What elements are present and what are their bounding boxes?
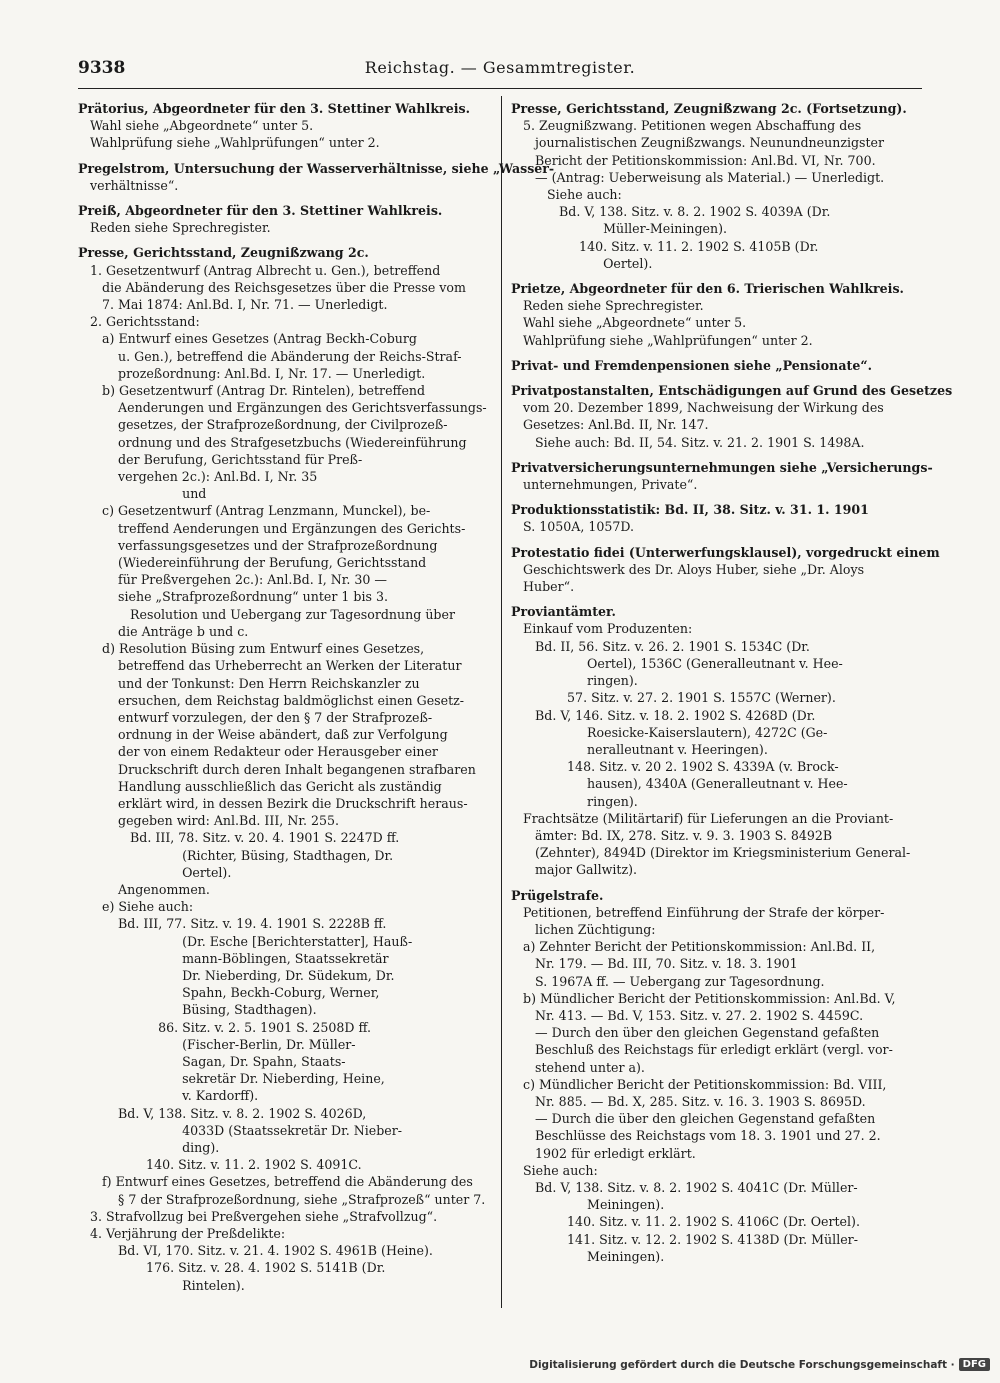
- column-divider: [501, 96, 502, 1308]
- index-entry: [511, 100, 922, 272]
- index-entry: [78, 160, 555, 194]
- entry-line: 4033D (Staatssekretär Dr. Nieber-: [78, 1122, 403, 1138]
- entry-line: 1902 für erledigt erklärt.: [511, 1145, 696, 1161]
- index-entry: [511, 887, 922, 1265]
- entry-line: Bd. V, 138. Sitz. v. 8. 2. 1902 S. 4026D,: [78, 1105, 367, 1121]
- entry-line: Aenderungen und Ergänzungen des Gerichtsverfassungs-: [78, 400, 487, 416]
- entry-line: ringen).: [511, 673, 638, 689]
- entry-line: major Gallwitz).: [511, 862, 638, 878]
- entry-line: Meiningen).: [511, 1197, 665, 1213]
- dfg-logo: DFG: [959, 1358, 990, 1371]
- entry-line: S. 1967A ff. — Uebergang zur Tagesordnung.: [511, 973, 825, 989]
- footer: [529, 1358, 990, 1371]
- entry-line: Büsing, Stadthagen).: [78, 1002, 317, 1018]
- entry-line: Bd. V, 138. Sitz. v. 8. 2. 1902 S. 4039A (Dr.: [511, 204, 831, 220]
- entry-line: Geschichtswerk des Dr. Aloys Huber, siehe „Dr. Aloys: [511, 561, 865, 577]
- entry-line: f) Entwurf eines Gesetzes, betreffend die Abänderung des: [78, 1174, 473, 1190]
- entry-line: Meiningen).: [511, 1248, 665, 1264]
- entry-line: gesetzes, der Strafprozeßordnung, der Civilprozeß-: [78, 417, 448, 433]
- entry-line: 140. Sitz. v. 11. 2. 1902 S. 4106C (Dr. Oertel).: [511, 1214, 860, 1230]
- entry-line: 2. Gerichtsstand:: [78, 314, 200, 330]
- entry-line: 176. Sitz. v. 28. 4. 1902 S. 5141B (Dr.: [78, 1260, 386, 1276]
- entry-line: Beschlüsse des Reichstags vom 18. 3. 1901 und 27. 2.: [511, 1128, 881, 1144]
- entry-line: Wahl siehe „Abgeordnete“ unter 5.: [511, 315, 747, 331]
- entry-heading: Prietze, Abgeordneter für den 6. Trierischen Wahlkreis.: [511, 281, 904, 297]
- index-entry: [511, 382, 953, 451]
- entry-line: 57. Sitz. v. 27. 2. 1901 S. 1557C (Werner).: [511, 690, 836, 706]
- entry-line: Gesetzes: Anl.Bd. II, Nr. 147.: [511, 417, 709, 433]
- entry-line: erklärt wird, in dessen Bezirk die Druckschrift heraus-: [78, 795, 468, 811]
- entry-line: betreffend das Urheberrecht an Werken der Literatur: [78, 658, 462, 674]
- entry-line: und: [78, 486, 207, 502]
- entry-line: vergehen 2c.): Anl.Bd. I, Nr. 35: [78, 469, 318, 485]
- entry-line: e) Siehe auch:: [78, 899, 194, 915]
- entry-line: Siehe auch: Bd. II, 54. Sitz. v. 21. 2. 1901 S. 1498A.: [511, 434, 865, 450]
- entry-line: Handlung ausschließlich das Gericht als zuständig: [78, 778, 442, 794]
- entry-line: Bd. III, 78. Sitz. v. 20. 4. 1901 S. 2247D ff.: [78, 830, 400, 846]
- entry-line: hausen), 4340A (Generalleutnant v. Hee-: [511, 776, 848, 792]
- entry-line: entwurf vorzulegen, der den § 7 der Strafprozeß-: [78, 709, 433, 725]
- entry-line: Wahl siehe „Abgeordnete“ unter 5.: [78, 118, 314, 134]
- entry-line: 3. Strafvollzug bei Preßvergehen siehe „Strafvollzug“.: [78, 1208, 438, 1224]
- footer-text: Digitalisierung gefördert durch die Deutsche Forschungsgemeinschaft ·: [529, 1358, 955, 1371]
- entry-line: ersuchen, dem Reichstag baldmöglichst einen Gesetz-: [78, 692, 465, 708]
- entry-line: c) Gesetzentwurf (Antrag Lenzmann, Munckel), be-: [78, 503, 431, 519]
- index-entry: [78, 244, 490, 1293]
- entry-line: Einkauf vom Produzenten:: [511, 621, 693, 637]
- entry-line: Oertel).: [78, 864, 232, 880]
- entry-line: der Berufung, Gerichtsstand für Preß-: [78, 451, 363, 467]
- entry-heading: Presse, Gerichtsstand, Zeugnißzwang 2c. (Fortsetzung).: [511, 101, 907, 116]
- entry-line: Nr. 413. — Bd. V, 153. Sitz. v. 27. 2. 1902 S. 4459C.: [511, 1007, 864, 1023]
- entry-line: unternehmungen, Private“.: [511, 477, 698, 493]
- entry-line: ordnung und des Strafgesetzbuchs (Wiedereinführung: [78, 434, 467, 450]
- entry-line: die Anträge b und c.: [78, 623, 249, 639]
- index-entry: [511, 280, 922, 349]
- entry-line: stehend unter a).: [511, 1059, 645, 1075]
- entry-heading: Proviantämter.: [511, 604, 616, 620]
- entry-line: (Zehnter), 8494D (Direktor im Kriegsministerium General-: [511, 845, 911, 861]
- right-column: [511, 100, 953, 1273]
- page-number: 9338: [78, 58, 126, 78]
- entry-line: 5. Zeugnißzwang. Petitionen wegen Abschaffung des: [511, 118, 862, 134]
- entry-line: sekretär Dr. Nieberding, Heine,: [78, 1071, 385, 1087]
- entry-line: Resolution und Uebergang zur Tagesordnung über: [78, 606, 455, 622]
- entry-line: — Durch die über den gleichen Gegenstand gefaßten: [511, 1111, 876, 1127]
- entry-line: 140. Sitz. v. 11. 2. 1902 S. 4105B (Dr.: [511, 238, 819, 254]
- entry-line: S. 1050A, 1057D.: [511, 519, 635, 535]
- entry-line: u. Gen.), betreffend die Abänderung der Reichs-Straf-: [78, 348, 462, 364]
- page-header: [78, 58, 922, 86]
- entry-line: Frachtsätze (Militärtarif) für Lieferungen an die Proviant-: [511, 810, 894, 826]
- entry-line: Bd. V, 146. Sitz. v. 18. 2. 1902 S. 4268D (Dr.: [511, 707, 816, 723]
- entry-line: 148. Sitz. v. 20 2. 1902 S. 4339A (v. Brock-: [511, 759, 839, 775]
- entry-line: Angenommen.: [78, 881, 210, 897]
- entry-line: Huber“.: [511, 579, 575, 595]
- entry-line: b) Mündlicher Bericht der Petitionskommission: Anl.Bd. V,: [511, 990, 896, 1006]
- index-entry: [511, 501, 922, 535]
- entry-line: neralleutnant v. Heeringen).: [511, 741, 768, 757]
- entry-line: a) Entwurf eines Gesetzes (Antrag Beckh-Coburg: [78, 331, 417, 347]
- entry-line: Sagan, Dr. Spahn, Staats-: [78, 1053, 346, 1069]
- entry-line: Druckschrift durch deren Inhalt begangenen strafbaren: [78, 761, 476, 777]
- entry-line: Siehe auch:: [511, 1162, 598, 1178]
- entry-line: lichen Züchtigung:: [511, 921, 656, 937]
- entry-line: Oertel), 1536C (Generalleutnant v. Hee-: [511, 655, 843, 671]
- entry-heading: Privat- und Fremdenpensionen siehe „Pensionate“.: [511, 357, 872, 373]
- index-entry: [78, 202, 490, 236]
- entry-line: Roesicke-Kaiserslautern), 4272C (Ge-: [511, 724, 828, 740]
- entry-line: Bd. III, 77. Sitz. v. 19. 4. 1901 S. 2228B ff.: [78, 916, 387, 932]
- entry-line: ringen).: [511, 793, 638, 809]
- entry-line: für Preßvergehen 2c.): Anl.Bd. I, Nr. 30 —: [78, 572, 388, 588]
- entry-line: prozeßordnung: Anl.Bd. I, Nr. 17. — Unerledigt.: [78, 365, 426, 381]
- entry-line: 86. Sitz. v. 2. 5. 1901 S. 2508D ff.: [78, 1019, 372, 1035]
- entry-line: § 7 der Strafprozeßordnung, siehe „Strafprozeß“ unter 7.: [78, 1191, 486, 1207]
- entry-line: Petitionen, betreffend Einführung der Strafe der körper-: [511, 904, 885, 920]
- entry-line: b) Gesetzentwurf (Antrag Dr. Rintelen), betreffend: [78, 383, 426, 399]
- entry-line: 1. Gesetzentwurf (Antrag Albrecht u. Gen.), betreffend: [78, 262, 441, 278]
- entry-line: Bd. II, 56. Sitz. v. 26. 2. 1901 S. 1534C (Dr.: [511, 638, 810, 654]
- entry-line: ordnung in der Weise abändert, daß zur Verfolgung: [78, 727, 448, 743]
- entry-line: verfassungsgesetzes und der Strafprozeßordnung: [78, 537, 438, 553]
- entry-line: (Wiedereinführung der Berufung, Gerichtsstand: [78, 555, 427, 571]
- running-title: Reichstag. — Gesammtregister.: [364, 58, 636, 77]
- entry-line: treffend Aenderungen und Ergänzungen des Gerichts-: [78, 520, 466, 536]
- index-entry: [78, 100, 490, 152]
- entry-line: 7. Mai 1874: Anl.Bd. I, Nr. 71. — Unerledigt.: [78, 297, 388, 313]
- entry-line: Bd. V, 138. Sitz. v. 8. 2. 1902 S. 4041C (Dr. Müller-: [511, 1179, 858, 1195]
- entry-heading: Produktionsstatistik: Bd. II, 38. Sitz. v. 31. 1. 1901: [511, 502, 869, 518]
- entry-heading: Privatpostanstalten, Entschädigungen auf Grund des Gesetzes: [511, 383, 953, 399]
- entry-heading: Privatversicherungsunternehmungen siehe „Versicherungs-: [511, 459, 933, 475]
- entry-line: Bericht der Petitionskommission: Anl.Bd. VI, Nr. 700.: [511, 152, 876, 168]
- entry-line: Reden siehe Sprechregister.: [511, 298, 704, 314]
- entry-line: Rintelen).: [78, 1277, 245, 1293]
- entry-line: Oertel).: [511, 255, 653, 271]
- entry-line: v. Kardorff).: [78, 1088, 259, 1104]
- entry-line: 4. Verjährung der Preßdelikte:: [78, 1226, 286, 1241]
- entry-line: journalistischen Zeugnißzwangs. Neunundneunzigster: [511, 135, 885, 151]
- entry-line: (Richter, Büsing, Stadthagen, Dr.: [78, 847, 394, 863]
- entry-line: und der Tonkunst: Den Herrn Reichskanzler zu: [78, 675, 420, 691]
- entry-line: die Abänderung des Reichsgesetzes über die Presse vom: [78, 279, 466, 295]
- entry-heading: Prätorius, Abgeordneter für den 3. Stettiner Wahlkreis.: [78, 101, 470, 116]
- header-rule: [78, 88, 922, 89]
- entry-line: 141. Sitz. v. 12. 2. 1902 S. 4138D (Dr. Müller-: [511, 1231, 858, 1247]
- entry-line: Wahlprüfung siehe „Wahlprüfungen“ unter 2.: [78, 135, 380, 151]
- entry-line: (Fischer-Berlin, Dr. Müller-: [78, 1036, 356, 1052]
- entry-line: Spahn, Beckh-Coburg, Werner,: [78, 985, 380, 1001]
- entry-line: vom 20. Dezember 1899, Nachweisung der Wirkung des: [511, 400, 884, 416]
- entry-line: — (Antrag: Ueberweisung als Material.) — Unerledigt.: [511, 169, 885, 185]
- entry-line: Beschluß des Reichstags für erledigt erklärt (vergl. vor-: [511, 1042, 893, 1058]
- entry-heading: Presse, Gerichtsstand, Zeugnißzwang 2c.: [78, 245, 369, 261]
- index-entry: [511, 603, 922, 878]
- entry-line: Siehe auch:: [511, 187, 622, 203]
- index-entry: [511, 544, 940, 596]
- entry-line: siehe „Strafprozeßordnung“ unter 1 bis 3.: [78, 589, 388, 605]
- entry-line: Wahlprüfung siehe „Wahlprüfungen“ unter 2.: [511, 332, 813, 348]
- entry-line: c) Mündlicher Bericht der Petitionskommission: Bd. VIII,: [511, 1076, 887, 1092]
- entry-line: ämter: Bd. IX, 278. Sitz. v. 9. 3. 1903 S. 8492B: [511, 827, 833, 843]
- entry-line: d) Resolution Büsing zum Entwurf eines Gesetzes,: [78, 641, 425, 657]
- entry-line: gegeben wird: Anl.Bd. III, Nr. 255.: [78, 813, 340, 829]
- entry-heading: Prügelstrafe.: [511, 887, 604, 903]
- entry-line: ding).: [78, 1139, 220, 1155]
- index-entry: [511, 357, 922, 374]
- entry-line: der von einem Redakteur oder Herausgeber einer: [78, 744, 438, 760]
- entry-line: a) Zehnter Bericht der Petitionskommission: Anl.Bd. II,: [511, 939, 876, 955]
- entry-line: verhältnisse“.: [78, 177, 179, 193]
- entry-line: Nr. 179. — Bd. III, 70. Sitz. v. 18. 3. 1901: [511, 956, 798, 972]
- entry-line: Müller-Meiningen).: [511, 221, 728, 237]
- entry-heading: Preiß, Abgeordneter für den 3. Stettiner Wahlkreis.: [78, 203, 443, 219]
- entry-line: mann-Böblingen, Staatssekretär: [78, 950, 389, 966]
- entry-line: (Dr. Esche [Berichterstatter], Hauß-: [78, 933, 413, 949]
- index-entry: [511, 459, 933, 493]
- entry-line: 140. Sitz. v. 11. 2. 1902 S. 4091C.: [78, 1157, 362, 1173]
- entry-line: Dr. Nieberding, Dr. Südekum, Dr.: [78, 967, 395, 983]
- entry-heading: Pregelstrom, Untersuchung der Wasserverhältnisse, siehe „Wasser-: [78, 160, 555, 176]
- entry-line: Bd. VI, 170. Sitz. v. 21. 4. 1902 S. 4961B (Heine).: [78, 1243, 433, 1259]
- entry-heading: Protestatio fidei (Unterwerfungsklausel), vorgedruckt einem: [511, 544, 940, 560]
- entry-line: Reden siehe Sprechregister.: [78, 220, 271, 236]
- entry-line: — Durch den über den gleichen Gegenstand gefaßten: [511, 1025, 880, 1041]
- entry-line: Nr. 885. — Bd. X, 285. Sitz. v. 16. 3. 1903 S. 8695D.: [511, 1093, 866, 1109]
